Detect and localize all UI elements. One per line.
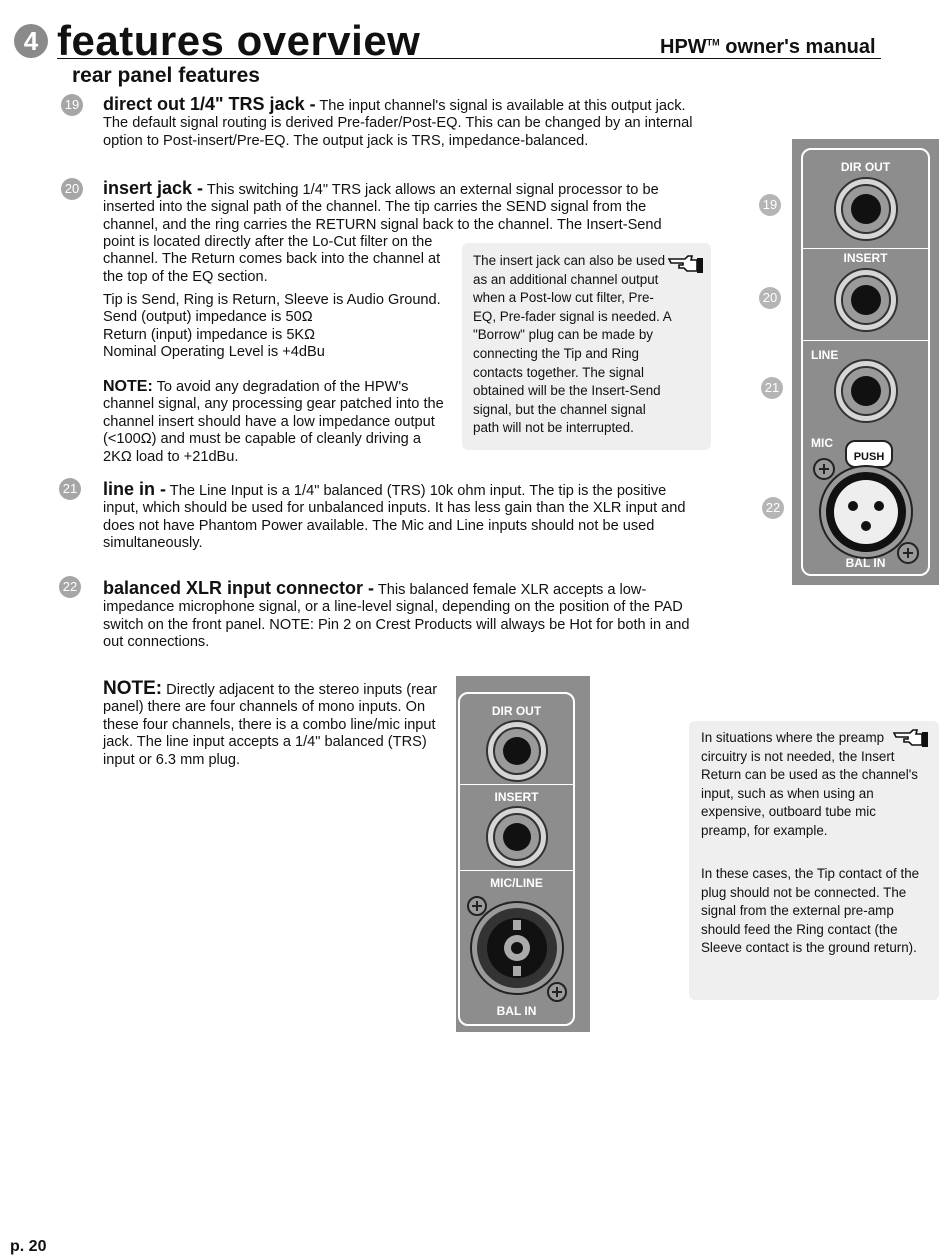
item-insert-jack-cont: point is located directly after the Lo-Cut filter on the channel. The Return comes back into the channel at the top of the EQ section.: [103, 234, 441, 285]
panel-label-dir-out: DIR OUT: [840, 160, 891, 174]
item-text: The Line Input is a 1/4" balanced (TRS) 10k ohm input. The tip is the positive input, which should be used for unbalanced inputs. It has less gain than the XLR input and does not have Phantom Power available. The Mic and Line inputs should not be used simultaneously.: [103, 483, 686, 552]
section-title: rear panel features: [72, 64, 260, 87]
note-text: To avoid any degradation of the HPW's channel signal, any processing gear patched into the channel insert should have a low impedance output (<100Ω) and must be capable of cleanly driving a 2KΩ load to +21dBu.: [103, 379, 444, 465]
tip-text: The insert jack can also be used as an additional channel output when a Post-low cut filter, Pre-EQ, Pre-fader signal is needed. A "Borrow" plug can be made by connecting the Tip and Ring contacts together. The signal obtained will be the Insert-Send signal, but the channel signal path will not be interrupted.: [473, 253, 672, 436]
tip-text: In situations where the preamp circuitry is not needed, the Insert Return can be used as the channel's input, such as when using an expensive, outboard tube mic preamp, for example.: [701, 730, 918, 838]
panel-divider: [803, 340, 928, 341]
item-number-badge: 22: [59, 576, 81, 598]
insert-jack-icon: [833, 267, 899, 333]
note-label: NOTE:: [103, 678, 163, 699]
insert-jack-icon: [485, 805, 549, 869]
note-text: Directly adjacent to the stereo inputs (rear panel) there are four channels of mono inputs. On these four channels, there is a combo line/mic input jack. The line input accepts a 1/4" balanced (TRS) input or 6.3 mm plug.: [103, 682, 438, 768]
line-jack-icon: [833, 358, 899, 424]
panel-label-bal-in: BAL IN: [496, 1004, 537, 1018]
panel-divider: [460, 870, 573, 871]
panel-label-dir-out: DIR OUT: [491, 704, 542, 718]
xlr-push-release: PUSH: [845, 440, 893, 468]
panel-label-mic-line: MIC/LINE: [490, 876, 543, 890]
page-number: p. 20: [10, 1238, 47, 1255]
insert-specs: [103, 292, 455, 362]
item-heading: balanced XLR input connector -: [103, 578, 375, 598]
item-number-badge: 21: [59, 478, 81, 500]
item-line-in: [103, 481, 695, 553]
manual-title-prefix: HPW: [660, 36, 707, 58]
panel-divider: [803, 248, 928, 249]
tip-text: In these cases, the Tip contact of the plug should not be connected. The signal from the external pre-amp should feed the Ring contact (the Sleeve contact is the ground return).: [701, 866, 920, 956]
rear-panel-illustration-right: [792, 139, 939, 585]
panel-label-line: LINE: [811, 348, 839, 362]
rear-panel-illustration-bottom: [456, 676, 590, 1032]
panel-label-mic: MIC: [811, 436, 833, 450]
spec-line: Send (output) impedance is 50Ω: [103, 309, 313, 326]
xlr-connector-icon: [811, 456, 921, 566]
manual-title-suffix: owner's manual: [719, 36, 876, 58]
insert-note: [103, 378, 448, 466]
callout-21: 21: [761, 377, 783, 399]
dir-out-jack-icon: [833, 176, 899, 242]
item-text: This switching 1/4" TRS jack allows an external signal processor to be inserted into the signal path of the channel. The tip carries the SEND signal from the channel, and the ring carries the RETURN signal back to the channel. The Insert-Send: [103, 182, 662, 233]
callout-20: 20: [759, 287, 781, 309]
spec-line: Return (input) impedance is 5KΩ: [103, 326, 316, 343]
tip-box-insert: [462, 243, 711, 450]
panel-label-insert: INSERT: [843, 251, 888, 265]
item-text: The input channel's signal is available at this output jack. The default signal routing is derived Pre-fader/Post-EQ. This can be changed by an internal option to Post-insert/Pre-EQ. The output jack is TRS, impedance-balanced.: [103, 98, 693, 149]
item-heading: line in -: [103, 479, 166, 499]
item-direct-out: [103, 96, 693, 150]
note-label: NOTE:: [103, 378, 153, 395]
callout-19: 19: [759, 194, 781, 216]
panel-frame: [458, 692, 575, 1026]
dir-out-jack-icon: [485, 719, 549, 783]
item-number-badge: 19: [61, 94, 83, 116]
chapter-number-badge: 4: [14, 24, 48, 58]
panel-divider: [460, 784, 573, 785]
panel-label-bal-in: BAL IN: [845, 556, 886, 570]
item-text: This balanced female XLR accepts a low-impedance microphone signal, or a line-level signal, depending on the position of the PAD switch on the front panel. NOTE: Pin 2 on Crest Products will always be Hot for both in and out connections.: [103, 582, 690, 651]
header-rule: [57, 58, 881, 59]
spec-line: Nominal Operating Level is +4dBu: [103, 344, 325, 361]
mono-inputs-note: [103, 680, 448, 769]
spec-line: Tip is Send, Ring is Return, Sleeve is Audio Ground.: [103, 292, 441, 308]
item-insert-jack: [103, 180, 693, 234]
callout-22: 22: [762, 497, 784, 519]
panel-label-insert: INSERT: [494, 790, 539, 804]
item-heading: direct out 1/4" TRS jack -: [103, 94, 316, 114]
item-xlr-input: [103, 580, 695, 652]
combo-jack-icon: [462, 892, 574, 1004]
page-title: features overview: [57, 17, 421, 64]
trademark-mark: TM: [706, 37, 720, 48]
item-number-badge: 20: [61, 178, 83, 200]
tip-box-insert-return: [689, 721, 939, 1000]
item-heading: insert jack -: [103, 178, 204, 198]
panel-frame: [801, 148, 930, 576]
manual-title: [660, 36, 876, 59]
